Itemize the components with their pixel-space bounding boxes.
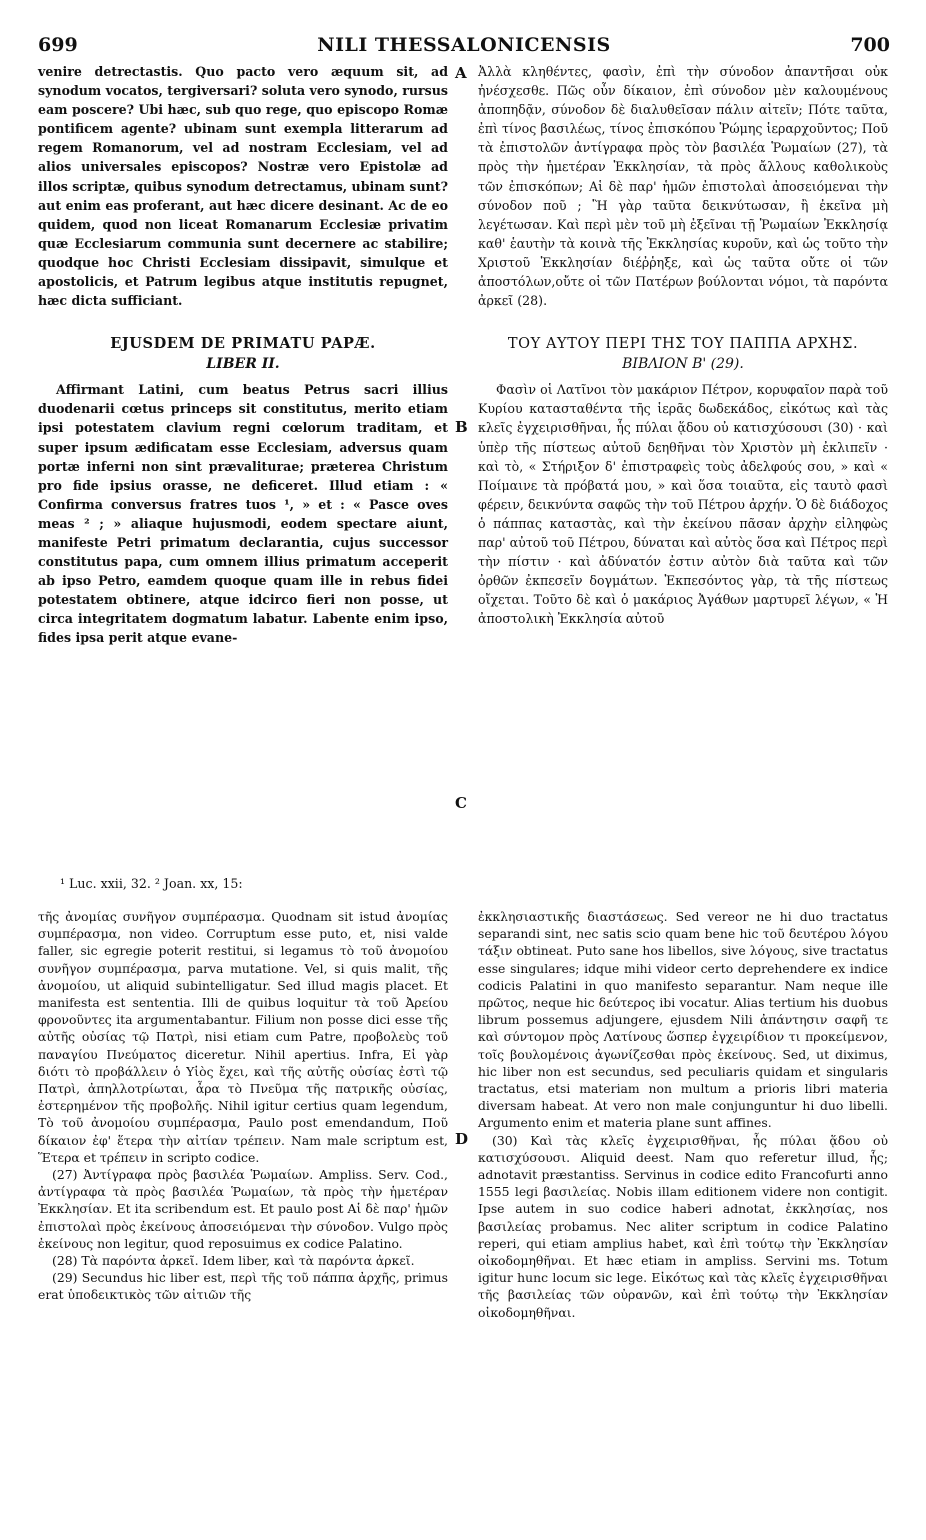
margin-marker-d: D (455, 1130, 469, 1148)
note-29: (29) Secundus hic liber est, περὶ τῆς τοῦ πάππα ἀρχῆς, primus erat ὑποδεικτικὸς τῶν αἰτιῶν τῆς (38, 1270, 448, 1303)
note-29-continued: ἐκκλησιαστικῆς διαστάσεως. Sed vereor ne hi duo tractatus separandi sint, nec satis scio quam bene hic τοῦ δευτέρου λόγου τάξιν obtineat. Puto sane hos libellos, sive λόγους, sive tractatus esse singulares; idque mihi videor certo deprehendere ex indice codicis Palatini in quo manifesto separantur. Nam neque ille πρῶτος, neque hic δεύτερος ibi vocatur. Alias tertium his duobus librum possemus adjungere, ejusdem Nili ἀπάντησιν σαφῆ τε καὶ σύντομον πρὸς Λατίνους ὥσπερ ἐγχειρίδιον τι προκείμενον, τοῖς βουλομένοις ἀγωνίζεσθαι πρὸς ἐκείνους. Sed, ut diximus, hic liber non est secundus, sed peculiaris quidam et singularis tractatus, etsi materiam non multum a prioris libri materia diversam habeat. At vero non male conjunguntur hi duo libelli. Argumento enim et materia plane sunt affines. (478, 909, 888, 1131)
greek-paragraph-2: Φασὶν οἱ Λατῖνοι τὸν μακάριον Πέτρον, κορυφαῖον παρὰ τοῦ Κυρίου κατασταθέντα τῆς ἱερᾶς δωδεκάδος, εἰκότως καὶ τὰς κλεῖς ἐγχειρισθῆναι, ἧς πύλαι ᾅδου οὐ κατισχύσουσι (30) · καὶ ὑπὲρ τῆς πίστεως αὐτοῦ δεηθῆναι τὸν Χριστὸν μὴ ἐκλιπεῖν · καὶ τὸ, « Στήριξον δ' ἐπιστραφεὶς τοὺς ἀδελφούς σου, » καὶ « Ποίμαινε τὰ πρόβατά μου, » καὶ ὅσα τοιαῦτα, εἰς ταυτὸ φασὶ φέρειν, δεικνύντα σαφῶς τὴν τοῦ Πέτρου ἀρχήν. Ὁ δὲ διάδοχος ὁ πάππας καταστὰς, καὶ τὴν ἐκείνου πᾶσαν ἀρχὴν εἰληφὼς παρ' αὐτοῦ τοῦ Πέτρου, δύναται καὶ αὐτὸς ὅσα καὶ Πέτρος περὶ τὴν πίστιν · καὶ ἀδύνατόν ἐστιν αὐτὸν διὰ ταῦτα καὶ τῶν ὀρθῶν ἐκπεσεῖν δογμάτων. Ἐκπεσόντος γὰρ, τὰ τῆς πίστεως οἴχεται. Τοῦτο δὲ καὶ ὁ μακάριος Ἀγάθων μαρτυρεῖ λέγων, « Ἡ ἀποστολικὴ Ἐκκλησία αὐτοῦ (478, 382, 888, 627)
right-page-number: 700 (850, 34, 890, 56)
note-continued: τῆς ἀνομίας συνῆγον συμπέρασμα. Quodnam sit istud ἀνομίας συμπέρασμα, non video. Corruptum esse puto, et, nisi valde faller, sic egregie poterit restitui, si legamus τὸ τοῦ ἀνομοίου συνῆγον συμπέρασμα, parva mutatione. Vel, si quis malit, τῆς ἀνομοίου, ut aliquid subintelligatur. Sed illud magis placet. Et manifesta est sententia. Illi de quibus loquitur τὰ τοῦ Ἀρείου φρονοῦντες ita argumentabantur. Filium non posse dici esse τῆς αὐτῆς οὐσίας τῷ Πατρὶ, nisi etiam cum Patre, προβολεὺς τοῦ παναγίου Πνεύματος diceretur. Nihil apertius. Infra, Εἰ γὰρ διότι τὸ προβάλλειν ὁ Υἱὸς ἔχει, καὶ τῆς αὐτῆς οὐσίας ἐστὶ τῷ Πατρὶ, ἀπηλλοτρίωται, ἆρα τὸ Πνεῦμα τῆς πατρικῆς οὐσίας, ἐστερημένον τῆς προβολῆς. Nihil igitur certius quam legendum, Τὸ τοῦ ἀνομοίου συμπέρασμα, Paulo post emendandum, Ποῦ δίκαιον ἐφ' ἕτερα τὴν αἰτίαν τρέπειν. Nam male scriptum est, Ἕτερα et τρέπειν in scripto codice. (38, 909, 448, 1165)
latin-paragraph-1: venire detrectastis. Quo pacto vero æquum sit, ad synodum vocatos, tergiversari? soluta vero synodo, rursus eam poscere? Ubi hæc, sub quo rege, quo episcopo Romæ pontificem agente? ubinam sunt exempla litterarum ad regem Romanorum, vel ad nostram Ecclesiam, vel ad alios universales episcopos? Nostræ vero Epistolæ ad illos scriptæ, quibus synodum detrectamus, ubinam sunt? aut enim eas proferant, aut hæc dicere desinant. Ac de eo quidem, quod non liceat Romanarum Ecclesiæ privatim quæ Ecclesiarum communia sunt decernere ac stabilire; quodque hoc Christi Ecclesiam dissipavit, simulque et apostolicis, et Patrum legibus atque institutis repugnet, hæc dicta sufficiant. (38, 64, 448, 309)
latin-paragraph-2: Affirmant Latini, cum beatus Petrus sacri illius duodenarii cœtus princeps sit constitutus, merito etiam ipsi potestatem clavium regni cœlorum traditam, et super ipsum ædificatam esse Ecclesiam, adversus quam portæ inferni non sint prævaliturae; præterea Christum pro fide ipsius orasse, ne deficeret. Illud etiam : « Confirma conversus fratres tuos ¹, » et : « Pasce oves meas ² ; » aliaque hujusmodi, eodem spectare aiunt, manifeste Petri primatum declarantia, cujus successor constitutus papa, cum omnem illius primatum acceperit ab ipso Petro, eamdem quoque quam ille in rebus fidei potestatem obtinere, atque idcirco fieri non posse, ut circa integritatem dogmatum labatur. Labente enim ipso, fides ipsa perit atque evane- (38, 382, 448, 646)
latin-column (38, 62, 448, 852)
greek-paragraph-1: Ἀλλὰ κληθέντες, φασὶν, ἐπὶ τὴν σύνοδον ἀπαντῆσαι οὐκ ἠνέσχεσθε. Πῶς οὖν δίκαιον, ἐπὶ σύνοδον μὲν καλουμένους ἀποπηδᾷν, σύνοδον δὲ διαλυθεῖσαν πάλιν αἰτεῖν; Πότε ταῦτα, ἐπὶ τίνος βασιλέως, τίνος ἐπισκόπου Ῥώμης ἱεραρχοῦντος; Ποῦ τὰ ἐπιστολῶν ἀντίγραφα πρὸς τὸν βασιλέα Ῥωμαίων (27), τὰ πρὸς τὴν ἡμετέραν Ἐκκλησίαν, τὰ πρὸς ἄλλους καθολικοὺς τῶν ἐπισκόπων; Αἱ δὲ παρ' ἡμῶν ἐπιστολαὶ ἀποσειόμεναι τὴν σύνοδον ποῦ ; Ἢ γὰρ ταῦτα δεικνύτωσαν, ἢ ἐκεῖνα μὴ λεγέτωσαν. Καὶ περὶ μὲν τοῦ μὴ ἐξεῖναι τῇ Ῥωμαίων Ἐκκλησίᾳ καθ' ἑαυτὴν τὰ κοινὰ τῆς Ἐκκλησίας κυροῦν, καὶ ὡς τοῦτο τὴν Χριστοῦ Ἐκκλησίαν διέῤῥηξε, καὶ ὡς ταῦτα οὔτε οἱ τῶν ἀποστόλων,οὔτε οἱ τῶν Πατέρων βούλονται νόμοι, τὰ παρόντα ἀρκεῖ (28). (478, 64, 888, 309)
notes-right-column (478, 908, 888, 1528)
note-30: (30) Καὶ τὰς κλεῖς ἐγχειρισθῆναι, ἧς πύλαι ᾅδου οὐ κατισχύσουσι. Aliquid deest. Nam quo referetur illud, ἧς; adnotavit præstantiss. Servinus in codice edito Francofurti anno 1555 legi βασιλείας. Nobis illam editionem videre non contigit. Ipse autem in suo codice haberi adnotat, ἐκκλησίας, nos βασιλείας probamus. Nec aliter scriptum in codice Palatino reperi, qui etiam amplius habet, καὶ ἐπὶ τούτῳ τὴν Ἐκκλησίαν οἰκοδομηθῆναι. Et hæc etiam in ampliss. Servini ms. Totum igitur hunc locum sic lege. Εἰκότως καὶ τὰς κλεῖς ἐγχειρισθῆναι τῆς βασιλείας τῶν οὐρανῶν, καὶ ἐπὶ τούτῳ τὴν Ἐκκλησίαν οἰκοδομηθῆναι. (478, 1132, 888, 1320)
margin-marker-a: A (455, 64, 467, 82)
running-header (38, 34, 890, 60)
scripture-footnotes: ¹ Luc. xxii, 32. ² Joan. xx, 15: (60, 876, 243, 891)
notes-left-column (38, 908, 448, 1528)
note-27: (27) Ἀντίγραφα πρὸς βασιλέα Ῥωμαίων. Ampliss. Serv. Cod., ἀντίγραφα τὰ πρὸς βασιλέα Ῥωμαίων, τὰ πρὸς τὴν ἡμετέραν Ἐκκλησίαν. Et ita scribendum est. Et paulo post Αἱ δὲ παρ' ἡμῶν ἐπιστολαὶ πρὸς ἐκείνους ἀποσειόμεναι τὴν σύνοδον. Vulgo πρὸς ἐκείνους non legitur, quod reposuimus ex codice Palatino. (38, 1167, 448, 1251)
latin-section-heading: EJUSDEM DE PRIMATU PAPÆ. (110, 335, 376, 353)
running-title: NILI THESSALONICENSIS (317, 34, 611, 56)
note-28: (28) Τὰ παρόντα ἀρκεῖ. Idem liber, καὶ τὰ παρόντα ἀρκεῖ. (52, 1253, 415, 1269)
greek-section-subheading: ΒΙΒΛΙΟΝ Β' (29). (622, 356, 744, 373)
greek-column (478, 62, 888, 852)
margin-marker-b: B (455, 418, 468, 436)
margin-marker-c: C (455, 794, 467, 812)
left-page-number: 699 (38, 34, 78, 56)
greek-section-heading: ΤΟΥ ΑΥΤΟΥ ΠΕΡΙ ΤΗΣ ΤΟΥ ΠΑΠΠΑ ΑΡΧΗΣ. (507, 336, 859, 353)
latin-section-subheading: LIBER II. (206, 356, 280, 373)
